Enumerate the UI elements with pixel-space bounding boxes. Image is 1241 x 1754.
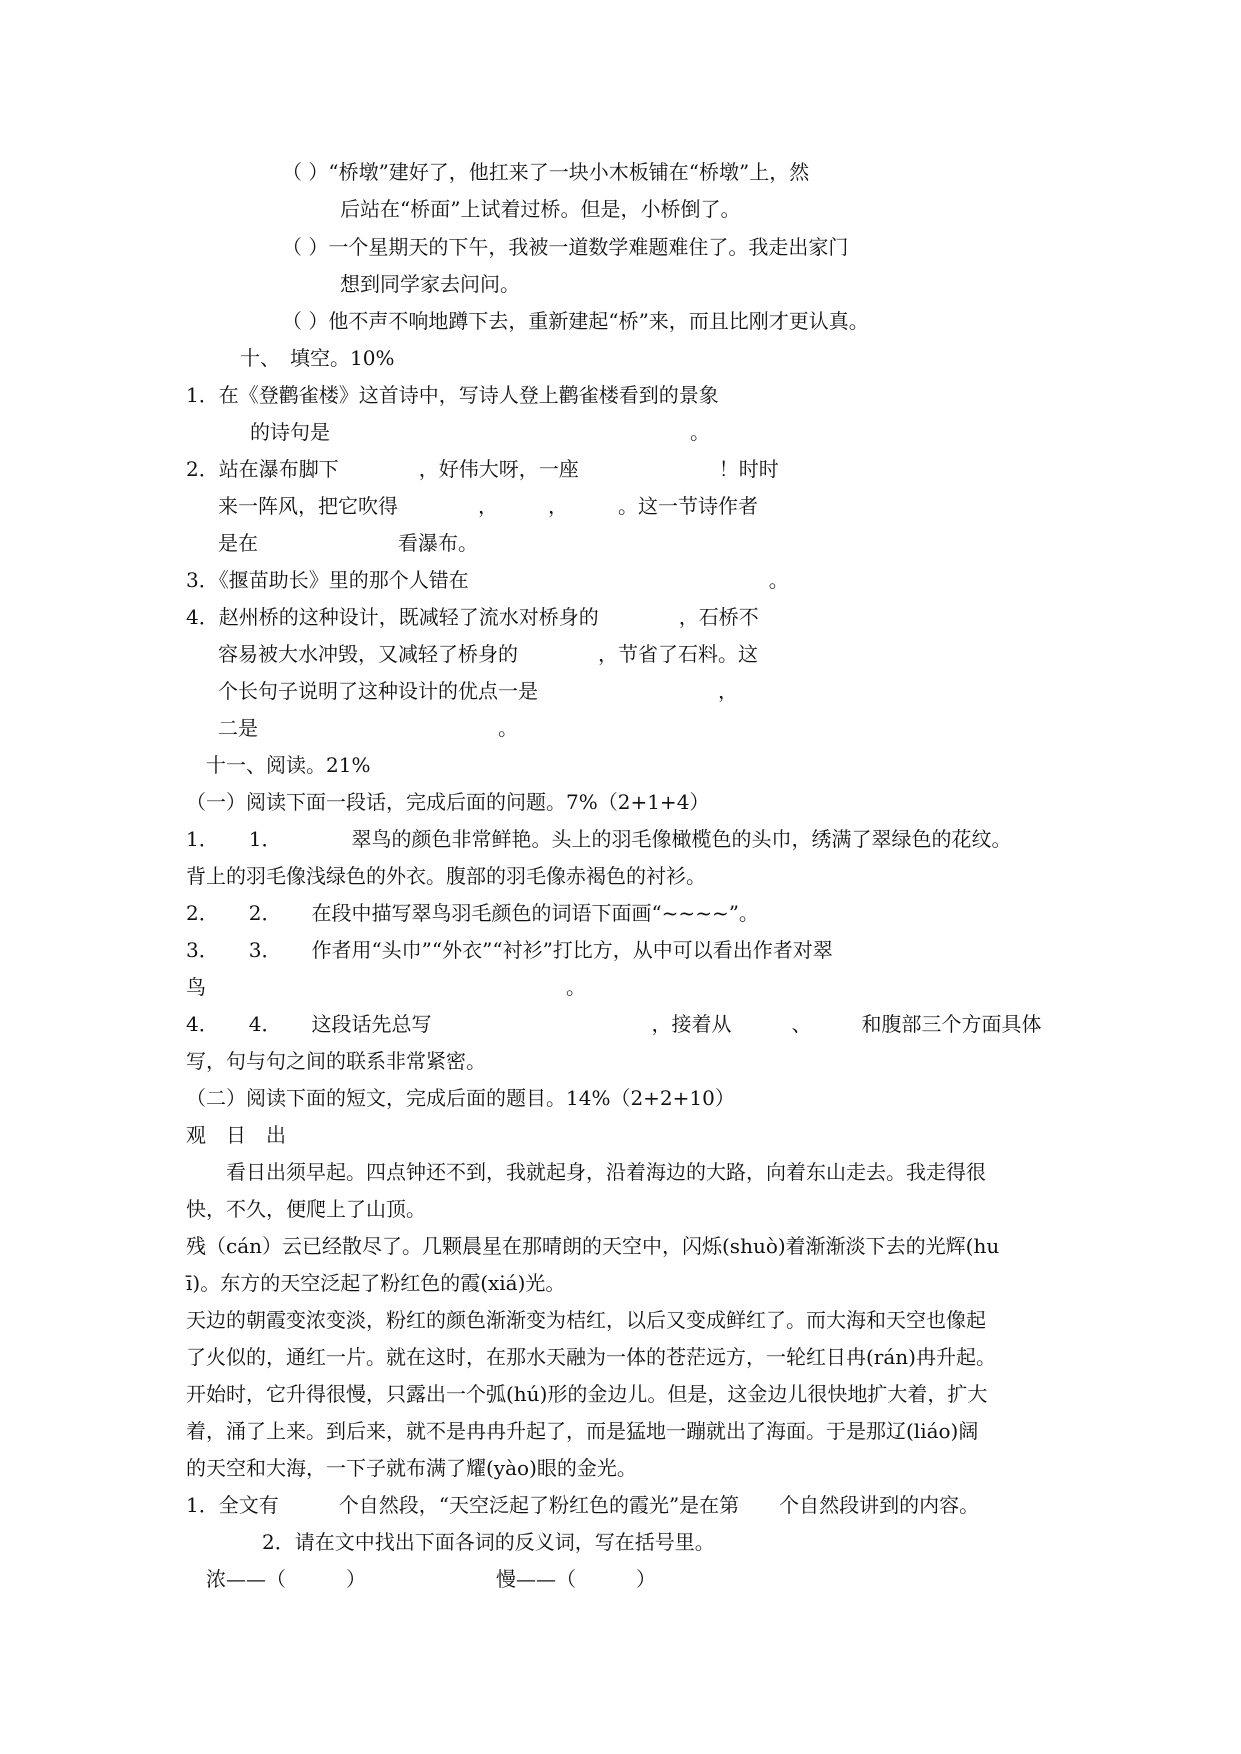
reading-p1-q3-line2: 鸟 。 bbox=[186, 975, 586, 999]
essay-para3-line4: 着，涌了上来。到后来，就不是冉冉升起了，而是猛地一蹦就出了海面。于是那辽(liáo)阔 bbox=[186, 1419, 979, 1443]
ordering-item-a-line2: 后站在“桥面”上试着过桥。但是，小桥倒了。 bbox=[340, 197, 741, 221]
fill-q2-line1: 2．站在瀑布脚下 ，好伟大呀，一座 ！时时 bbox=[186, 457, 779, 481]
essay-para2-line1: 残（cán）云已经散尽了。几颗晨星在那晴朗的天空中，闪烁(shuò)着渐渐淡下去的光辉(hu bbox=[186, 1234, 1000, 1258]
fill-q3-line1: 3．《揠苗助长》里的那个人错在 。 bbox=[186, 568, 789, 592]
essay-para1-line1: 看日出须早起。四点钟还不到，我就起身，沿着海边的大路，向着东山走去。我走得很 bbox=[186, 1160, 986, 1184]
fill-q4-line4: 二是 。 bbox=[218, 716, 518, 740]
fill-q4-line2: 容易被大水冲毁，又减轻了桥身的 ，节省了石料。这 bbox=[218, 642, 758, 666]
fill-q2-line2: 来一阵风，把它吹得 ， ， 。这一节诗作者 bbox=[218, 494, 758, 518]
reading-p2-q2: 2．请在文中找出下面各词的反义词，写在括号里。 bbox=[262, 1530, 715, 1554]
fill-q1-line1: 1．在《登鹳雀楼》这首诗中，写诗人登上鹳雀楼看到的景象 bbox=[186, 383, 719, 407]
essay-para3-line2: 了火似的，通红一片。就在这时，在那水天融为一体的苍茫远方，一轮红日冉(rán)冉升起。 bbox=[186, 1345, 996, 1369]
reading-p2-q1: 1．全文有 个自然段，“天空泛起了粉红色的霞光”是在第 个自然段讲到的内容。 bbox=[186, 1493, 980, 1517]
reading-p1-line1: 1． 1． 翠鸟的颜色非常鲜艳。头上的羽毛像橄榄色的头巾，绣满了翠绿色的花纹。 bbox=[186, 827, 1012, 851]
reading-p1-q3-line1: 3． 3． 作者用“头巾”“外衣”“衬衫”打比方，从中可以看出作者对翠 bbox=[186, 938, 833, 962]
essay-para2-line2: ī)。东方的天空泛起了粉红色的霞(xiá)光。 bbox=[186, 1271, 566, 1295]
fill-q4-line1: 4．赵州桥的这种设计，既减轻了流水对桥身的 ，石桥不 bbox=[186, 605, 759, 629]
fill-q1-line2: 的诗句是 。 bbox=[250, 420, 710, 444]
reading-p1-line2: 背上的羽毛像浅绿色的外衣。腹部的羽毛像赤褐色的衬衫。 bbox=[186, 864, 706, 888]
antonym-answer-line: 浓——（ ） 慢——（ ） bbox=[206, 1567, 656, 1591]
essay-para3-line5: 的天空和大海，一下子就布满了耀(yào)眼的金光。 bbox=[186, 1456, 637, 1480]
essay-para3-line3: 开始时，它升得很慢，只露出一个弧(hú)形的金边儿。但是，这金边儿很快地扩大着，扩大 bbox=[186, 1382, 988, 1406]
essay-para1-line2: 快，不久，便爬上了山顶。 bbox=[186, 1197, 426, 1221]
reading-part1-title: （一）阅读下面一段话，完成后面的问题。7%（2+1+4） bbox=[186, 790, 710, 814]
section-11-title: 十一、阅读。21% bbox=[206, 753, 371, 777]
ordering-item-b-line2: 想到同学家去问问。 bbox=[340, 272, 520, 296]
fill-q4-line3: 个长句子说明了这种设计的优点一是 ， bbox=[218, 679, 738, 703]
fill-q2-line3: 是在 看瀑布。 bbox=[218, 531, 478, 555]
ordering-item-a-line1: （ ）“桥墩”建好了，他扛来了一块小木板铺在“桥墩”上，然 bbox=[282, 160, 810, 184]
ordering-item-c-line1: （ ）他不声不响地蹲下去，重新建起“桥”来，而且比刚才更认真。 bbox=[282, 309, 869, 333]
essay-para3-line1: 天边的朝霞变浓变淡，粉红的颜色渐渐变为桔红，以后又变成鲜红了。而大海和天空也像起 bbox=[186, 1308, 986, 1332]
reading-part2-title: （二）阅读下面的短文，完成后面的题目。14%（2+2+10） bbox=[186, 1086, 735, 1110]
reading-p1-q4-line2: 写，句与句之间的联系非常紧密。 bbox=[186, 1049, 486, 1073]
essay-title: 观 日 出 bbox=[186, 1123, 286, 1147]
section-10-title: 十、 填空。10% bbox=[240, 346, 395, 370]
reading-p1-q4-line1: 4． 4． 这段话先总写 ，接着从 、 和腹部三个方面具体 bbox=[186, 1012, 1042, 1036]
ordering-item-b-line1: （ ）一个星期天的下午，我被一道数学难题难住了。我走出家门 bbox=[282, 235, 849, 259]
reading-p1-q2: 2． 2． 在段中描写翠鸟羽毛颜色的词语下面画“~~~~”。 bbox=[186, 901, 759, 925]
